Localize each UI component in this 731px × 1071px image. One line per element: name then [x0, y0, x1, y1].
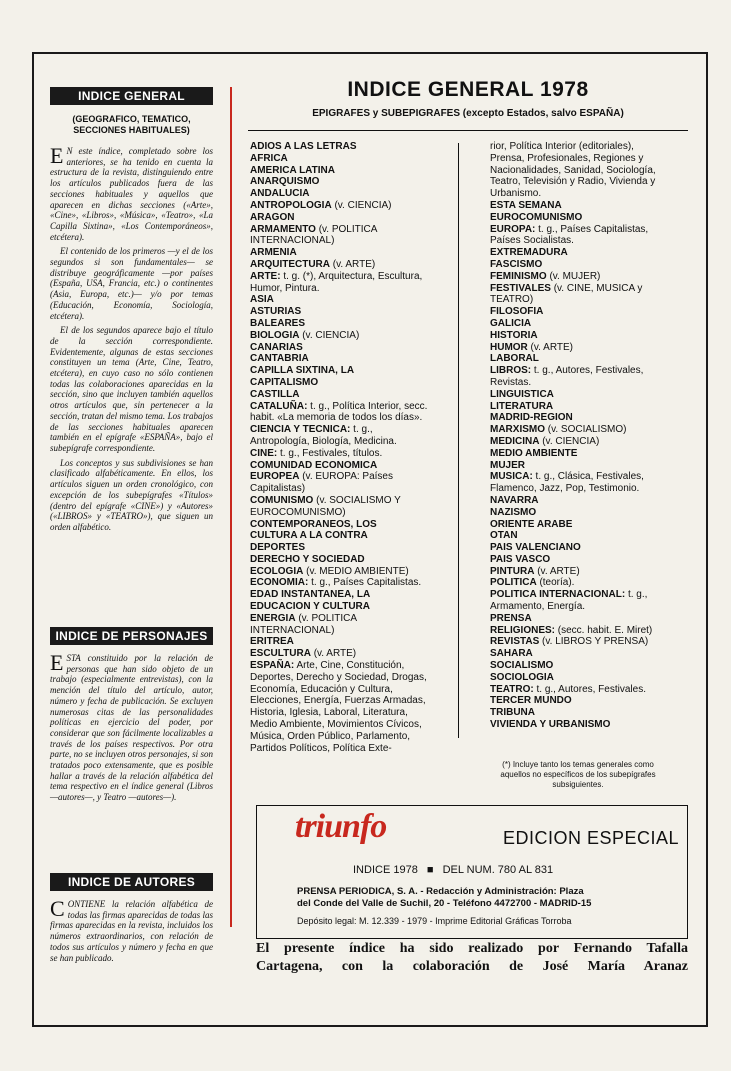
entry-heading: FASCISMO	[490, 258, 543, 270]
index-entry	[250, 589, 428, 601]
entry-detail: (v. POLITICA INTERNACIONAL)	[250, 612, 357, 636]
entry-heading: LITERATURA	[490, 400, 554, 412]
entry-heading: MUJER	[490, 459, 526, 471]
entry-heading: ARMAMENTO	[250, 223, 316, 235]
entry-heading: PINTURA	[490, 565, 535, 577]
colophon-box	[256, 805, 688, 939]
entry-heading: ERITREA	[250, 636, 294, 648]
index-entry	[490, 636, 668, 648]
sidebar-general-p3: El de los segundos aparece bajo el título de la sección correspondiente. Evidentemente, algunas de estas secciones constituyen un tema (Arte, Cine, Teatro, etcétera), en cuyo caso no sólo contienen todas las colaboraciones aparecidas en la sección, sino que incluyen también aquellos otros artículos que, sin pertenecer a la sección, tratan del mismo tema. Los trabajos de las secciones habituales aparecen también en el epígrafe «ESPAÑA», bajo el subepígrafe correspondiente.	[50, 325, 213, 453]
entry-heading: CIENCIA Y TECNICA:	[250, 424, 351, 436]
index-entry	[250, 247, 428, 259]
index-entry	[490, 141, 668, 200]
entry-heading: ANTROPOLOGIA	[250, 199, 332, 211]
index-entry	[250, 554, 428, 566]
issue-range: DEL NUM. 780 AL 831	[442, 864, 554, 876]
entry-heading: HUMOR	[490, 341, 528, 353]
entry-detail: (v. EUROPA: Países Capitalistas)	[250, 471, 393, 495]
index-entry	[250, 613, 428, 637]
index-entry	[490, 412, 668, 424]
index-entry	[250, 542, 428, 554]
entry-detail: t. g., Países Capitalistas, Países Socialistas.	[490, 223, 649, 247]
entry-heading: OTAN	[490, 530, 518, 542]
entry-detail: rior, Política Interior (editoriales), Prensa, Profesionales, Regiones y Nacionalidades, Sanidad, Sociología, Teatro, Televisión y Radio, Vivienda y Urbanismo.	[490, 141, 656, 200]
entry-detail: t. g., Países Capitalistas.	[308, 577, 422, 589]
entry-heading: SAHARA	[490, 648, 533, 660]
entry-heading: DEPORTES	[250, 542, 306, 554]
entry-heading: ESTA SEMANA	[490, 199, 562, 211]
index-entry	[250, 577, 428, 589]
index-entry	[490, 200, 668, 212]
entry-heading: VIVIENDA Y URBANISMO	[490, 719, 611, 731]
index-entry	[250, 353, 428, 365]
credits	[256, 940, 688, 976]
entry-heading: CAPITALISMO	[250, 376, 319, 388]
sidebar-autores-p1: CONTIENE la relación alfabética de todas las firmas aparecidas de todas las firmas aparecidas en la revista, incluidos los números extraordinarios, con relación de todos sus artículos y número y fecha en que se han publicado.	[50, 896, 213, 963]
entry-heading: LIBROS:	[490, 365, 532, 377]
entry-heading: ECONOMIA:	[250, 577, 309, 589]
index-entry	[250, 660, 428, 754]
entry-heading: MUSICA:	[490, 471, 533, 483]
entry-heading: ARAGON	[250, 211, 295, 223]
index-entry	[250, 648, 428, 660]
entry-detail: (v. CIENCIA)	[299, 329, 360, 341]
entry-detail: t. g., Armamento, Energía.	[490, 589, 648, 613]
index-entry	[490, 613, 668, 625]
index-entry	[250, 141, 428, 153]
index-entry	[490, 401, 668, 413]
index-entry	[490, 507, 668, 519]
entry-heading: CULTURA A LA CONTRA	[250, 530, 368, 542]
entry-heading: EDUCACION Y CULTURA	[250, 601, 371, 613]
sidebar-personajes-heading: INDICE DE PERSONAJES	[50, 627, 213, 645]
entry-detail: t. g., Clásica, Festivales, Flamenco, Jazz, Pop, Testimonio.	[490, 471, 644, 495]
index-entry	[250, 601, 428, 613]
index-entry	[490, 542, 668, 554]
entry-heading: ASIA	[250, 294, 274, 306]
index-entry	[250, 495, 428, 519]
index-entry	[490, 625, 668, 637]
index-entry	[490, 212, 668, 224]
entry-heading: BIOLOGIA	[250, 329, 300, 341]
entry-heading: MADRID-REGION	[490, 412, 573, 424]
index-entry	[490, 283, 668, 307]
index-entry	[250, 165, 428, 177]
entry-heading: ARMENIA	[250, 247, 297, 259]
index-entry	[490, 554, 668, 566]
index-entry	[490, 353, 668, 365]
index-entry	[490, 318, 668, 330]
index-entry	[250, 271, 428, 295]
sidebar-general-p4: Los conceptos y sus subdivisiones se han clasificado alfabéticamente. En ellos, los artículos siguen un orden cronológico, con excepción de los subepígrafes «Títulos» (dentro del epígrafe «CINE») y «Autores» («LIBROS» y «TEATRO»), que siguen un orden alfabético.	[50, 457, 213, 532]
entry-heading: CINE:	[250, 447, 278, 459]
entry-heading: FEMINISMO	[490, 270, 547, 282]
entry-heading: ADIOS A LAS LETRAS	[250, 141, 357, 152]
entry-heading: ANDALUCIA	[250, 188, 310, 200]
index-entry	[490, 342, 668, 354]
entry-heading: HISTORIA	[490, 329, 538, 341]
index-entry	[250, 188, 428, 200]
index-entry	[490, 389, 668, 401]
index-entry	[250, 566, 428, 578]
entry-heading: LABORAL	[490, 353, 539, 365]
index-entry	[490, 695, 668, 707]
entry-heading: TEATRO:	[490, 683, 534, 695]
entry-heading: ASTURIAS	[250, 306, 302, 318]
entry-detail: t. g., Autores, Festivales, Revistas.	[490, 365, 644, 388]
entry-detail: (secc. habit. E. Miret)	[555, 624, 653, 636]
index-entry	[490, 684, 668, 696]
entry-heading: LINGUISTICA	[490, 388, 554, 400]
sidebar-general-subheading: (GEOGRAFICO, TEMATICO, SECCIONES HABITUALES)	[72, 114, 191, 135]
index-entry	[490, 448, 668, 460]
page-title: INDICE GENERAL 1978	[347, 78, 589, 101]
index-entry	[490, 707, 668, 719]
entry-heading: MEDIO AMBIENTE	[490, 447, 578, 459]
sidebar-general	[50, 87, 213, 537]
index-entry	[490, 224, 668, 248]
entry-heading: PAIS VASCO	[490, 553, 551, 565]
sidebar-autores-heading: INDICE DE AUTORES	[50, 873, 213, 891]
entry-detail: t. g., Antropología, Biología, Medicina.	[250, 424, 397, 447]
entry-detail: (v. CINE, MUSICA y TEATRO)	[490, 282, 643, 306]
index-entry	[490, 330, 668, 342]
index-entry	[490, 566, 668, 578]
entry-heading: MEDICINA	[490, 435, 540, 447]
index-entry	[490, 648, 668, 660]
entry-heading: FILOSOFIA	[490, 306, 544, 318]
entry-heading: AFRICA	[250, 152, 288, 164]
entry-heading: EUROPA:	[490, 223, 536, 235]
page-subtitle: EPIGRAFES y SUBEPIGRAFES (excepto Estados, salvo ESPAÑA)	[312, 108, 624, 119]
entry-heading: COMUNIDAD ECONOMICA EUROPEA	[250, 459, 377, 483]
entry-detail: (v. MEDIO AMBIENTE)	[303, 565, 409, 577]
index-entry	[490, 672, 668, 684]
publisher-info: PRENSA PERIODICA, S. A. - Redacción y Administración: Plaza del Conde del Valle de Suchil, 20 - Teléfono 4472700 - MADRID-15	[297, 886, 592, 909]
sidebar-general-p2: El contenido de los primeros —y el de los segundos si son fundamentales— se distribuye geográficamente —por países (España, USA, Francia, etc.) o continentes (Asia, Europa, etc.)— y/o por temas (Educación, Economía, Sociología, etcétera).	[50, 246, 213, 321]
index-entry	[250, 318, 428, 330]
entry-detail: (v. ARTE)	[534, 565, 580, 577]
entry-heading: PAIS VALENCIANO	[490, 542, 581, 554]
entry-detail: (v. LIBROS Y PRENSA)	[539, 636, 649, 648]
entry-detail: t. g., Autores, Festivales.	[533, 683, 646, 695]
legal-deposit: Depósito legal: M. 12.339 - 1979 - Imprime Editorial Gráficas Torroba	[297, 916, 572, 926]
index-entry	[250, 259, 428, 271]
entry-detail: t. g., Política Interior, secc. habit. «La memoria de todos los días».	[250, 400, 428, 424]
sidebar-autores	[50, 873, 213, 967]
bullet: ■	[426, 864, 434, 876]
index-entry	[250, 424, 428, 448]
index-entry	[250, 401, 428, 425]
index-entry	[250, 530, 428, 542]
index-entry	[490, 271, 668, 283]
entry-detail: (v. POLITICA INTERNACIONAL)	[250, 223, 377, 247]
entry-heading: MARXISMO	[490, 424, 545, 436]
entry-heading: DERECHO Y SOCIEDAD	[250, 553, 365, 565]
entry-detail: Arte, Cine, Constitución, Deportes, Derecho y Sociedad, Drogas, Economía, Educación y Cultura, Elecciones, Energía, Fuerzas Armadas, Historia, Iglesia, Laboral, Literatura, Medio Ambiente, Movimientos Cívicos, Música, Orden Público, Parlamento, Partidos Políticos, Política Exte-	[250, 660, 427, 754]
entry-heading: EXTREMADURA	[490, 247, 568, 259]
index-year: INDICE 1978	[353, 864, 418, 876]
index-entry	[250, 342, 428, 354]
entry-heading: SOCIOLOGIA	[490, 671, 554, 683]
index-entry	[250, 377, 428, 389]
entry-detail: t. g., Festivales, títulos.	[277, 447, 383, 459]
entry-heading: ANARQUISMO	[250, 176, 320, 188]
index-entry	[250, 176, 428, 188]
entry-detail: (v. SOCIALISMO Y EUROCOMUNISMO)	[250, 494, 401, 518]
entry-heading: SOCIALISMO	[490, 660, 554, 672]
sidebar-personajes	[50, 627, 213, 807]
entry-heading: BALEARES	[250, 317, 306, 329]
entry-heading: PRENSA	[490, 612, 532, 624]
index-entry	[250, 153, 428, 165]
index-year-line	[353, 864, 553, 876]
index-entry	[250, 212, 428, 224]
index-entry	[490, 519, 668, 531]
credits-line-1: El presente índice ha sido realizado por Fernando Tafalla	[256, 941, 688, 956]
dropcap: E	[50, 650, 64, 675]
index-entry	[490, 495, 668, 507]
index-entry	[250, 636, 428, 648]
entry-heading: ESCULTURA	[250, 648, 311, 660]
sidebar-general-heading: INDICE GENERAL	[50, 87, 213, 105]
entry-heading: TERCER MUNDO	[490, 695, 572, 707]
index-entry	[250, 365, 428, 377]
index-entry	[250, 306, 428, 318]
index-column-2	[490, 141, 668, 731]
entry-heading: CAPILLA SIXTINA, LA	[250, 365, 355, 377]
index-entry	[250, 224, 428, 248]
column-rule	[458, 143, 459, 738]
entry-heading: ESPAÑA:	[250, 660, 295, 672]
index-entry	[250, 519, 428, 531]
entry-heading: NAZISMO	[490, 506, 537, 518]
entry-heading: EUROCOMUNISMO	[490, 211, 583, 223]
dropcap: E	[50, 143, 64, 168]
footnote: (*) Incluye tanto los temas generales como aquellos no específicos de los subepígrafes subsiguientes.	[500, 760, 656, 789]
index-entry	[490, 660, 668, 672]
entry-detail: (v. CIENCIA)	[331, 199, 392, 211]
entry-heading: CANARIAS	[250, 341, 303, 353]
entry-heading: ORIENTE ARABE	[490, 518, 573, 530]
entry-heading: RELIGIONES:	[490, 624, 556, 636]
entry-heading: CANTABRIA	[250, 353, 309, 365]
entry-heading: ARQUITECTURA	[250, 258, 330, 270]
index-entry	[250, 460, 428, 495]
sidebar-general-p1: E N este índice, completado sobre los anteriores, se ha tenido en cuenta la estructura de la revista, distinguiendo entre los artículos publicados fuera de las secciones habituales y aquellos que aparecen en dichas secciones («Arte», «Cine», «Libros», «Música», «Teatro», «La Capilla Sixtina», «Los Contemporáneos», etcétera).	[50, 143, 213, 242]
entry-detail: (v. MUJER)	[546, 270, 601, 282]
edition-label: EDICION ESPECIAL	[503, 828, 680, 848]
index-entry	[490, 577, 668, 589]
entry-heading: ECOLOGIA	[250, 565, 304, 577]
entry-heading: COMUNISMO	[250, 494, 314, 506]
index-entry	[490, 306, 668, 318]
entry-heading: REVISTAS	[490, 636, 540, 648]
index-entry	[490, 247, 668, 259]
index-entry	[250, 330, 428, 342]
entry-detail: t. g. (*), Arquitectura, Escultura, Humor, Pintura.	[250, 270, 423, 294]
index-entry	[250, 448, 428, 460]
entry-heading: CATALUÑA:	[250, 400, 308, 412]
sidebar-personajes-p1: ESTA constituido por la relación de personas que han sido objeto de un trabajo (especialmente entrevistas), con la mención del título del artículo, autor, número y fecha de publicación. Se excluyen numerosas citas de las personalidades políticas en ejercicio del poder, por considerar que son fácilmente localizables a través de los países respectivos. Por otra parte, no se incluyen otros personajes, si son tratados poco extensamente, que es posible hallar a través de la relación alfabética del tema respectivo en el índice general (Libros —autores—, y Teatro —autores—).	[50, 650, 213, 803]
entry-heading: CASTILLA	[250, 388, 300, 400]
entry-heading: POLITICA INTERNACIONAL:	[490, 589, 626, 601]
entry-heading: AMERICA LATINA	[250, 164, 335, 176]
entry-heading: EDAD INSTANTANEA, LA	[250, 589, 371, 601]
index-entry	[490, 424, 668, 436]
entry-detail: (v. SOCIALISMO)	[545, 424, 627, 436]
entry-detail: (v. ARTE)	[527, 341, 573, 353]
index-entry	[250, 294, 428, 306]
index-entry	[490, 460, 668, 472]
entry-heading: ENERGIA	[250, 612, 296, 624]
entry-heading: CONTEMPORANEOS, LOS	[250, 518, 377, 530]
index-entry	[490, 259, 668, 271]
index-entry	[490, 530, 668, 542]
entry-detail: (v. ARTE)	[310, 648, 357, 660]
entry-detail: (teoría).	[536, 577, 575, 589]
title-rule	[248, 130, 688, 131]
entry-heading: POLITICA	[490, 577, 537, 589]
index-entry	[250, 200, 428, 212]
entry-detail: (v. ARTE)	[330, 258, 376, 270]
entry-heading: GALICIA	[490, 317, 532, 329]
entry-heading: TRIBUNA	[490, 707, 535, 719]
dropcap: C	[50, 896, 65, 921]
index-entry	[490, 436, 668, 448]
entry-heading: FESTIVALES	[490, 282, 551, 294]
credits-line-2: Cartagena, con la colaboración de José María Aranaz	[256, 959, 688, 974]
index-entry	[490, 589, 668, 613]
index-entry	[490, 719, 668, 731]
red-divider	[230, 87, 232, 927]
triunfo-logo: triunfo	[295, 808, 387, 845]
index-entry	[490, 471, 668, 495]
index-column-1	[250, 141, 428, 754]
index-entry	[250, 389, 428, 401]
entry-detail: (v. CIENCIA)	[539, 435, 600, 447]
index-entry	[490, 365, 668, 389]
entry-heading: ARTE:	[250, 270, 281, 282]
entry-heading: NAVARRA	[490, 494, 539, 506]
